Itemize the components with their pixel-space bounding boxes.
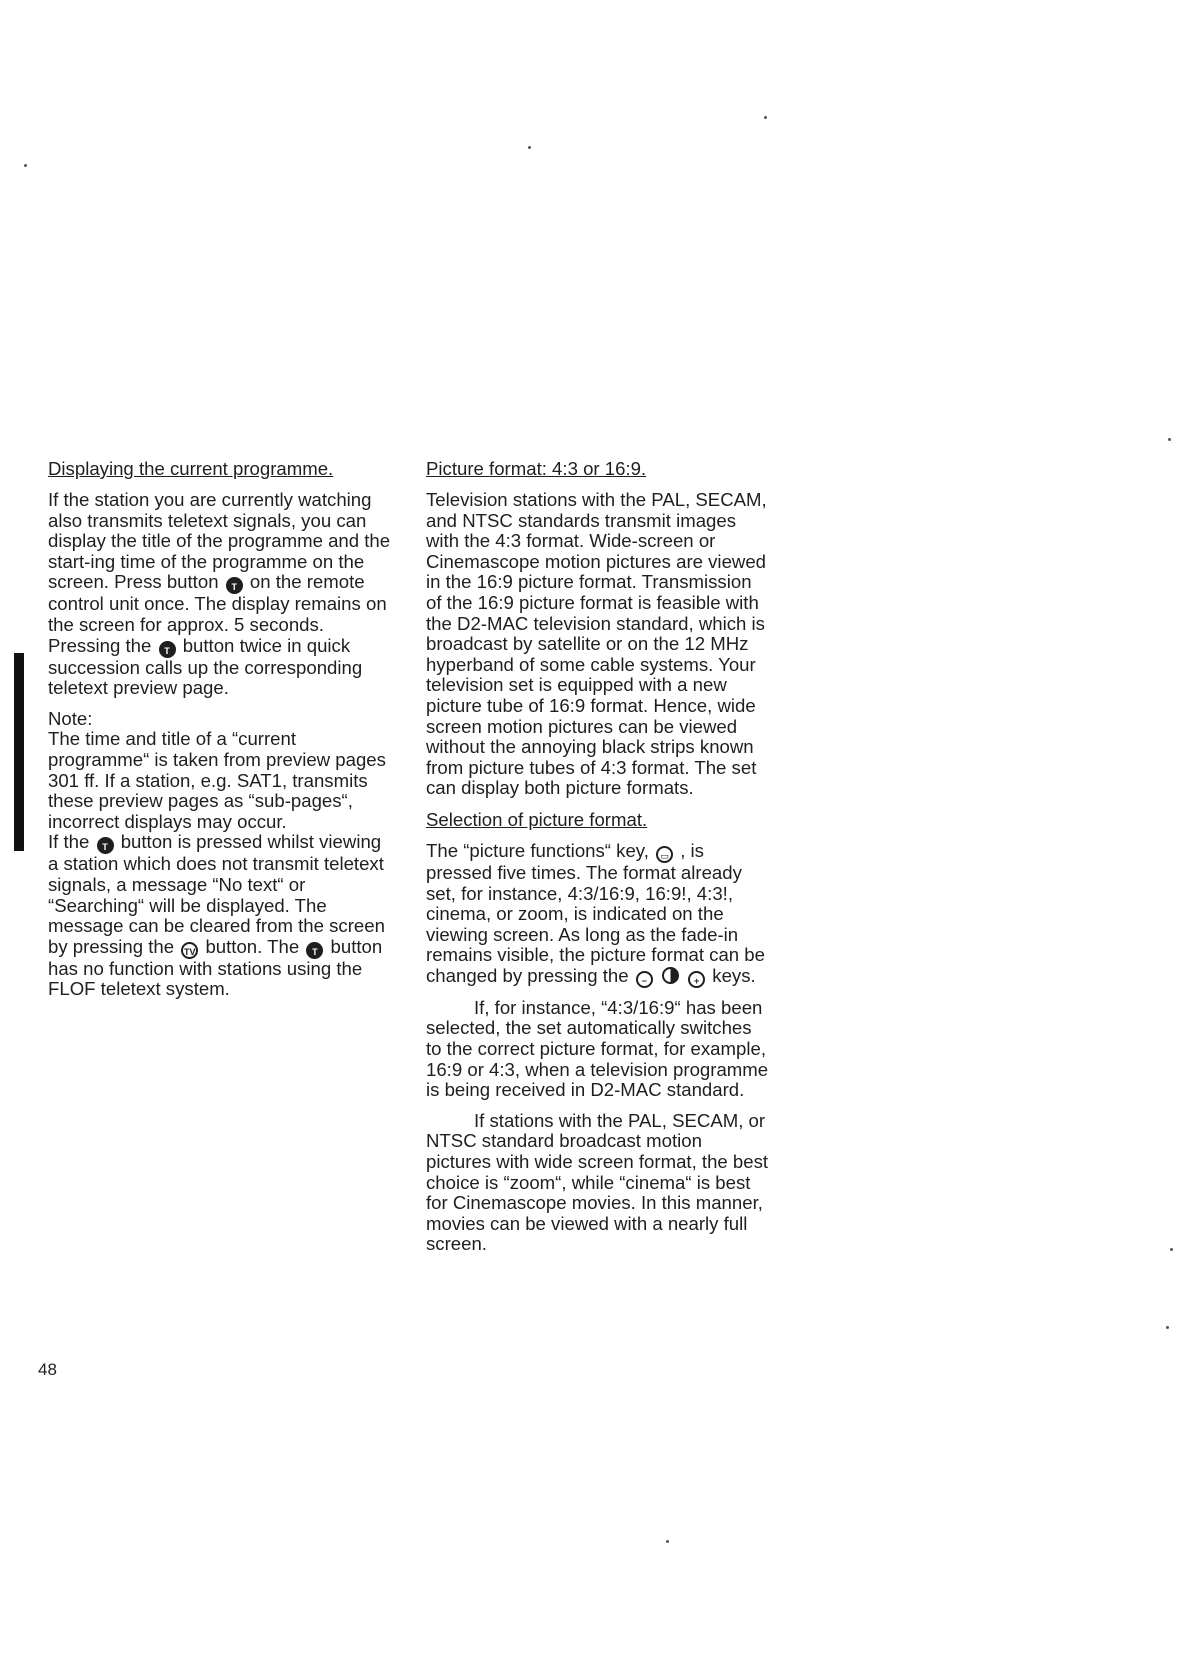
heading-picture-format: Picture format: 4:3 or 16:9. [426, 458, 647, 479]
scan-speck [1170, 1248, 1173, 1251]
plus-key-icon: + [688, 971, 705, 988]
heading-selection-of-picture-format: Selection of picture format. [426, 808, 648, 830]
right-column [426, 458, 771, 1265]
paragraph-zoom-cinema: If stations with the PAL, SECAM, or NTSC standard broadcast motion pictures with wide screen format, the best choice is “zoom“, while “cinema“ is best for Cinemascope movies. In this manner, movies can be viewed with a nearly full screen. [426, 1109, 769, 1255]
scan-speck [24, 164, 27, 167]
scan-speck [528, 146, 531, 149]
left-column [48, 458, 393, 1010]
paragraph-no-text-message: If the T button is pressed whilst viewing a station which does not transmit teletext signals, a message “No text“ or “Searching“ will be displayed. The message can be cleared from the screen by pressing the TV button. The T button has no function with stations using the FLOF teletext system. [48, 831, 385, 1000]
paragraph-auto-switch: If, for instance, “4:3/16:9“ has been selected, the set automatically switches to the correct picture format, for example, 16:9 or 4:3, when a television programme is being received in D2-MAC standard. [426, 996, 769, 1101]
scan-speck [1168, 438, 1171, 441]
paragraph-picture-format: Television stations with the PAL, SECAM, and NTSC standards transmit images with the 4:3 format. Wide-screen or Cinemascope motion pictures are viewed in the 16:9 picture format. Transmission of the 16:9 picture format is feasible with the D2-MAC television standard, which is broadcast by satellite or on the 12 MHz hyperband of some cable systems. Your television set is equipped with a new picture tube of 16:9 format. Hence, wide screen motion pictures can be viewed without the annoying black strips known from picture tubes of 4:3 format. The set can display both picture formats. [426, 489, 767, 799]
revision-bar [14, 653, 24, 851]
picture-functions-key-icon: ▭ [656, 846, 673, 863]
minus-key-icon: − [636, 971, 653, 988]
tv-button-icon: TV [181, 942, 198, 959]
note-label: Note: [48, 707, 93, 729]
scan-speck [666, 1540, 669, 1543]
paragraph-picture-functions-key: The “picture functions“ key, ▭ , is pressed five times. The format already set, for instance, 4:3/16:9, 16:9!, 4:3!, cinema, or zoom, is indicated on the viewing screen. As long as the fade-in remains visible, the picture format can be changed by pressing the − + keys. [426, 839, 765, 986]
teletext-button-icon: T [226, 577, 243, 594]
teletext-button-icon: T [97, 837, 114, 854]
scan-speck [1166, 1326, 1169, 1329]
teletext-button-icon: T [159, 641, 176, 658]
note-text: The time and title of a “current programme“ is taken from preview pages 301 ff. If a station, e.g. SAT1, transmits these preview pages as “sub-pages“, incorrect displays may occur. [48, 728, 386, 832]
page-number: 48 [38, 1360, 57, 1379]
scan-speck [764, 116, 767, 119]
paragraph-current-programme: If the station you are currently watching also transmits teletext signals, you can display the title of the programme and the start-ing time of the programme on the screen. Press button T on the remote control unit once. The display remains on the screen for approx. 5 seconds. [48, 489, 391, 635]
paragraph-preview-page: Pressing the T button twice in quick succession calls up the corresponding teletext preview page. [48, 634, 363, 699]
contrast-key-icon [662, 967, 679, 984]
heading-displaying-current-programme: Displaying the current programme. [48, 458, 334, 479]
teletext-button-icon: T [306, 942, 323, 959]
